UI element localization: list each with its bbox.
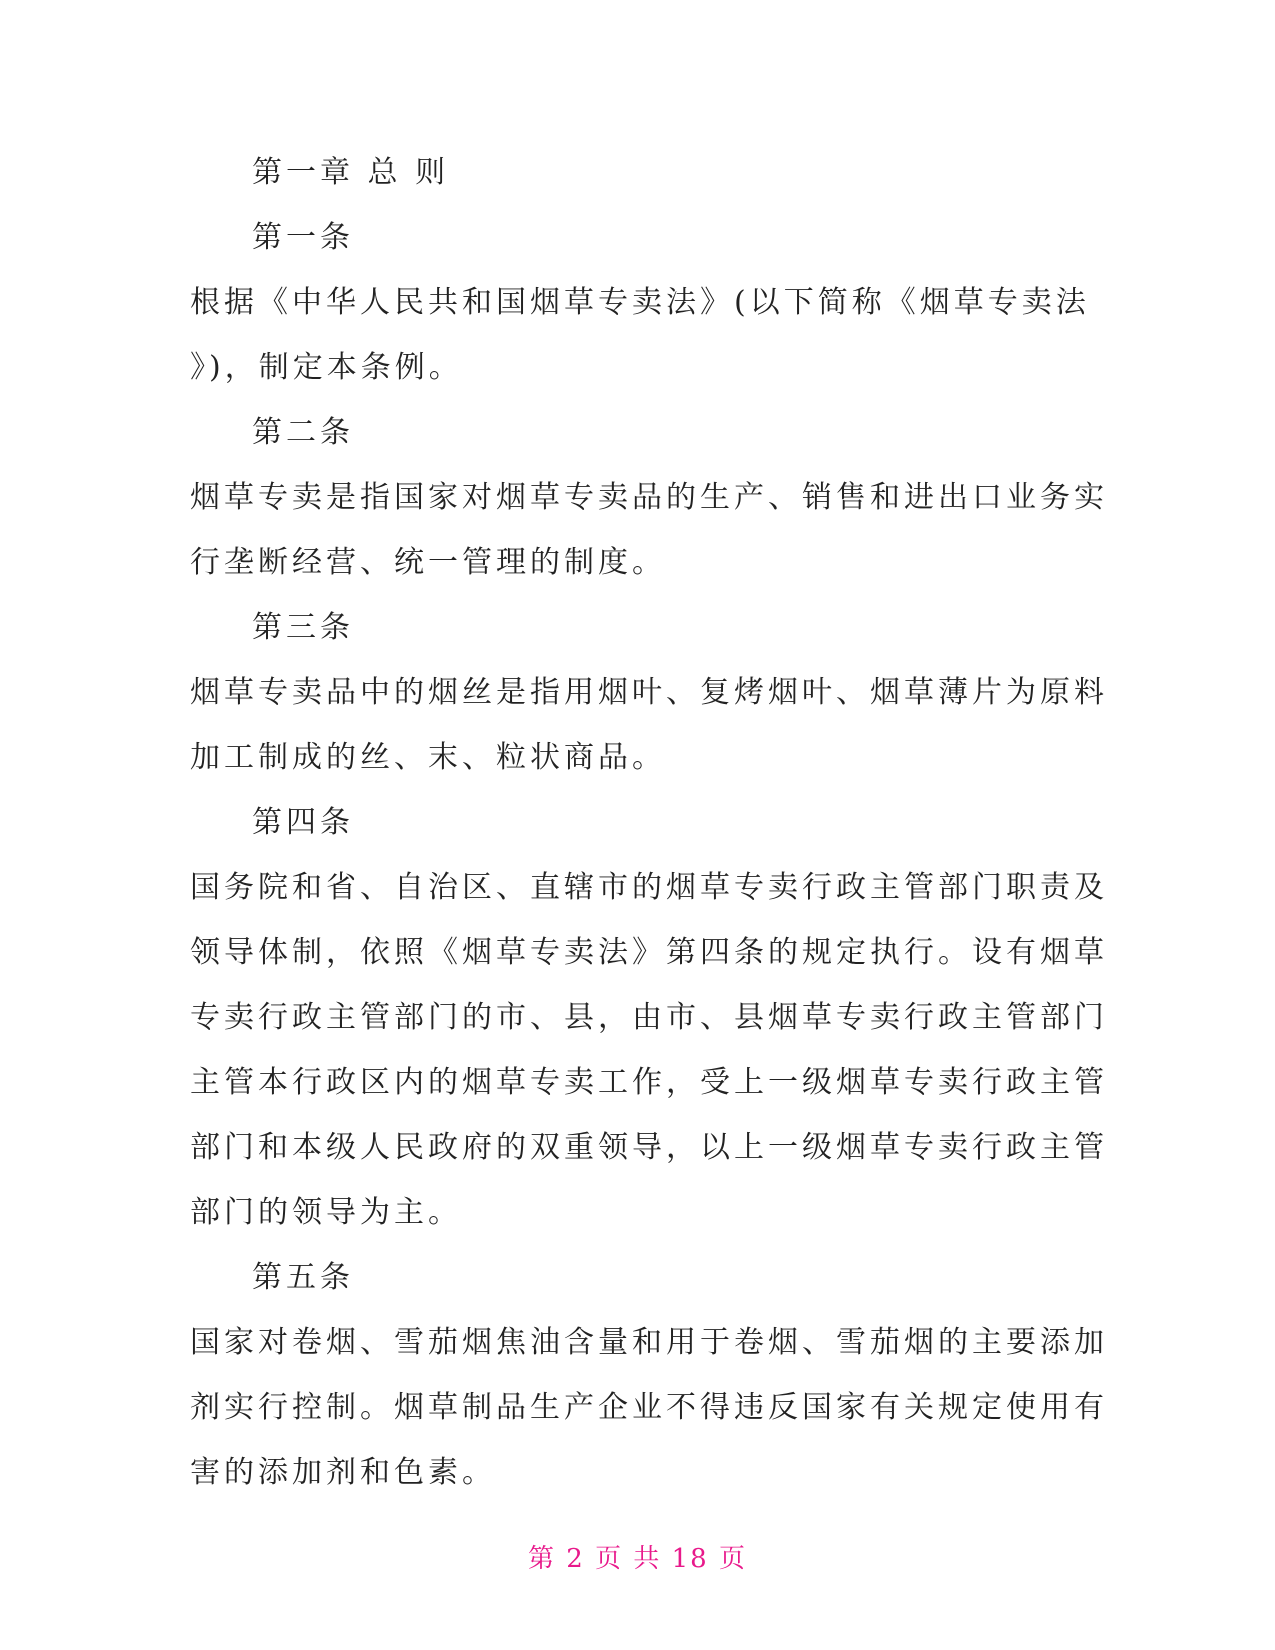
article-2-line-1: 烟草专卖是指国家对烟草专卖品的生产、销售和进出口业务实 xyxy=(190,480,1108,515)
article-heading-1: 第一条 xyxy=(252,220,354,255)
article-1-line-1: 根据《中华人民共和国烟草专卖法》(以下简称《烟草专卖法 xyxy=(190,285,1090,320)
article-4-line-4: 主管本行政区内的烟草专卖工作，受上一级烟草专卖行政主管 xyxy=(190,1065,1108,1100)
article-2-line-2: 行垄断经营、统一管理的制度。 xyxy=(190,545,666,580)
article-4-line-3: 专卖行政主管部门的市、县，由市、县烟草专卖行政主管部门 xyxy=(190,1000,1108,1035)
article-1-line-2: 》)，制定本条例。 xyxy=(190,350,463,385)
article-4-line-1: 国务院和省、自治区、直辖市的烟草专卖行政主管部门职责及 xyxy=(190,870,1108,905)
article-heading-5: 第五条 xyxy=(252,1260,354,1295)
article-3-line-2: 加工制成的丝、末、粒状商品。 xyxy=(190,740,666,775)
article-heading-4: 第四条 xyxy=(252,805,354,840)
article-heading-3: 第三条 xyxy=(252,610,354,645)
article-4-line-5: 部门和本级人民政府的双重领导，以上一级烟草专卖行政主管 xyxy=(190,1130,1108,1165)
chapter-heading: 第一章 总 则 xyxy=(252,155,450,190)
article-4-line-6: 部门的领导为主。 xyxy=(190,1195,462,1230)
document-body xyxy=(190,140,1108,1505)
article-5-line-3: 害的添加剂和色素。 xyxy=(190,1455,496,1490)
page-number-footer: 第 2 页 共 18 页 xyxy=(528,1544,747,1574)
article-heading-2: 第二条 xyxy=(252,415,354,450)
article-4-line-2: 领导体制，依照《烟草专卖法》第四条的规定执行。设有烟草 xyxy=(190,935,1108,970)
article-5-line-1: 国家对卷烟、雪茄烟焦油含量和用于卷烟、雪茄烟的主要添加 xyxy=(190,1325,1108,1360)
article-5-line-2: 剂实行控制。烟草制品生产企业不得违反国家有关规定使用有 xyxy=(190,1390,1108,1425)
article-3-line-1: 烟草专卖品中的烟丝是指用烟叶、复烤烟叶、烟草薄片为原料 xyxy=(190,675,1108,710)
